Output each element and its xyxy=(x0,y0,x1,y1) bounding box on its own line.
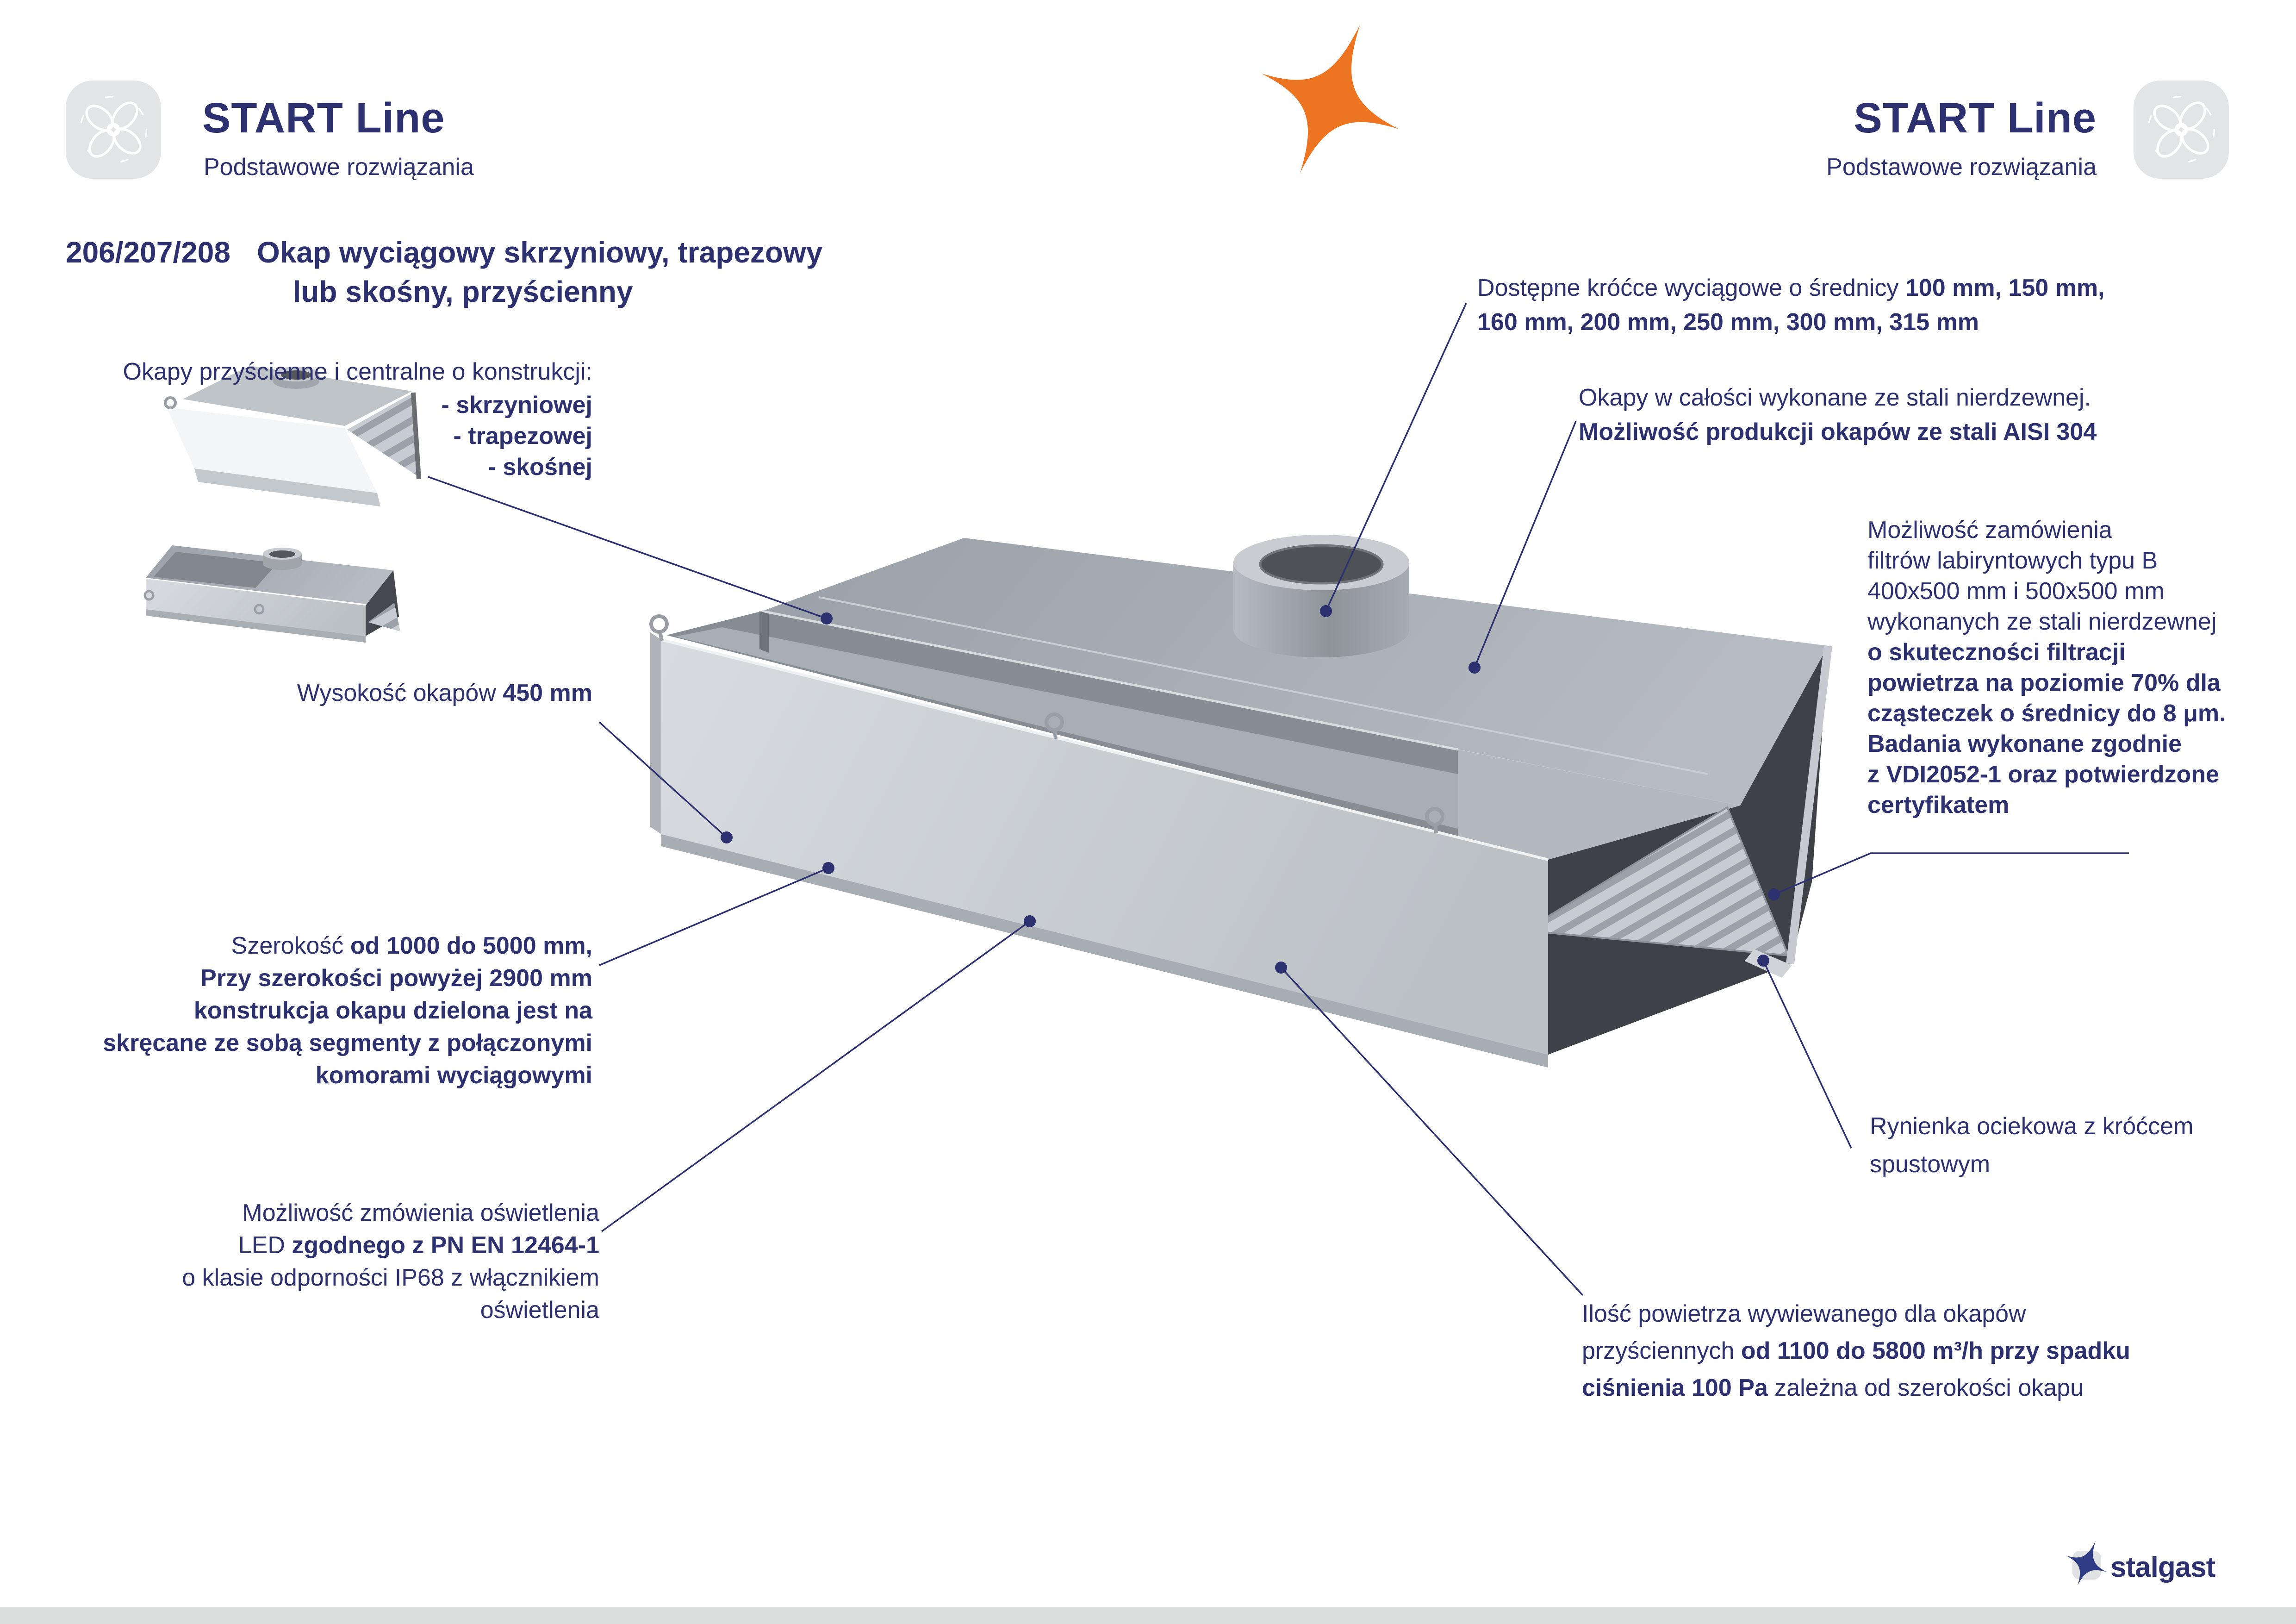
note-drip-gutter: Rynienka ociekowa z króćcem spustowym xyxy=(1870,1113,2194,1178)
note-construction-heading: Okapy przyścienne i centralne o konstrukcji: xyxy=(123,358,592,385)
product-code: 206/207/208 xyxy=(66,236,230,269)
note-led-lighting: Możliwość zmówienia oświetlenia LED zgodnego z PN EN 12464-1 o klasie odporności IP68 z włącznikiem oświetlenia xyxy=(182,1199,599,1324)
note-duct-diameters: Dostępne króćce wyciągowe o średnicy 100 mm, 150 mm, 160 mm, 200 mm, 250 mm, 300 mm, 315 mm xyxy=(1477,275,2105,336)
brand-wordmark: stalgast xyxy=(2110,1551,2215,1583)
note-width: Szerokość od 1000 do 5000 mm, Przy szerokości powyżej 2900 mm konstrukcja okapu dzielona jest na skręcane ze sobą segmenty z połączonymi komorami wyciągowymi xyxy=(103,932,592,1089)
sparkle-icon xyxy=(1232,0,1430,201)
note-construction-items: - skrzyniowej - trapezowej - skośnej xyxy=(441,392,592,481)
page-title-left: START Line xyxy=(202,94,445,142)
page-subtitle-left: Podstawowe rozwiązania xyxy=(204,154,474,181)
stalgast-star-icon xyxy=(2057,1533,2116,1594)
note-height: Wysokość okapów 450 mm xyxy=(297,680,592,706)
page-subtitle-right: Podstawowe rozwiązania xyxy=(1826,154,2097,181)
fan-icon xyxy=(2134,81,2229,179)
product-title-line1: Okap wyciągowy skrzyniowy, trapezowy xyxy=(257,236,823,269)
page-title-right: START Line xyxy=(1854,94,2097,142)
note-airflow: Ilość powietrza wywiewanego dla okapów przyściennych od 1100 do 5800 m³/h przy spadku ciśnienia 100 Pa zależna od szerokości okapu xyxy=(1582,1300,2130,1401)
note-stainless-steel: Okapy w całości wykonane ze stali nierdzewnej. Możliwość produkcji okapów ze stali AISI 304 xyxy=(1579,384,2097,445)
bottom-bar xyxy=(0,1607,2296,1624)
product-title-line2: lub skośny, przyścienny xyxy=(292,275,633,308)
fan-icon xyxy=(66,81,161,179)
hood-thumbnail-box xyxy=(145,545,400,643)
note-labyrinth-filters: Możliwość zamówienia filtrów labiryntowych typu B 400x500 mm i 500x500 mm wykonanych ze stali nierdzewnej o skuteczności filtracji powietrza na poziomie 70% dla cząsteczek o średnicy do 8 μm. Badania wykonane zgodnie z VDI2052-1 oraz potwierdzone certyfikatem xyxy=(1867,517,2226,818)
